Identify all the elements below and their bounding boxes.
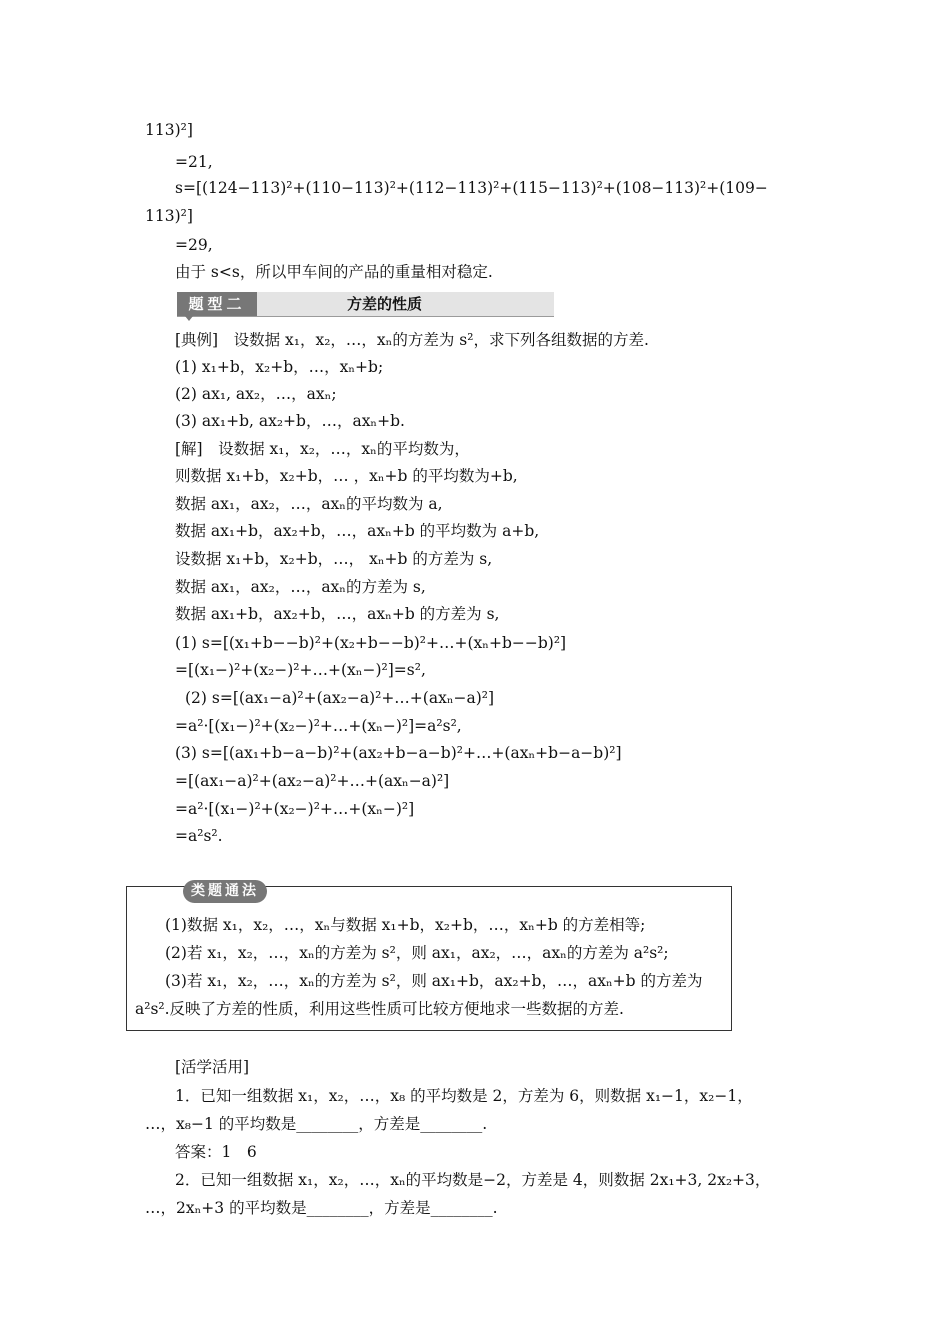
answer-line: 答案：1 6: [175, 1143, 257, 1161]
text-line: =21,: [175, 153, 213, 171]
text-line: =29,: [175, 236, 213, 254]
solution-line: =a²·[(x₁−)²+(x₂−)²+…+(xₙ−)²]: [175, 800, 415, 818]
solution-line: 则数据 x₁+b，x₂+b，… ，xₙ+b 的平均数为+b,: [175, 467, 518, 485]
practice-heading: [活学活用]: [175, 1058, 250, 1076]
example-line: [典例] 设数据 x₁，x₂，…，xₙ的方差为 s²，求下列各组数据的方差.: [175, 331, 649, 349]
methods-tag: 类题通法: [183, 880, 267, 903]
solution-line: =[(ax₁−a)²+(ax₂−a)²+…+(axₙ−a)²]: [175, 772, 450, 790]
solution-line: 设数据 x₁+b，x₂+b，…， xₙ+b 的方差为 s,: [175, 550, 493, 568]
text-line: 由于 s<s，所以甲车间的产品的重量相对稳定.: [175, 263, 493, 281]
solution-line: 数据 ax₁+b，ax₂+b，…，axₙ+b 的方差为 s,: [175, 605, 500, 623]
section-banner: [177, 292, 554, 317]
solution-line: 数据 ax₁，ax₂，…，axₙ的方差为 s,: [175, 578, 426, 596]
banner-notch-icon: [185, 316, 193, 321]
solution-line: (3) s=[(ax₁+b−a−b)²+(ax₂+b−a−b)²+…+(axₙ+b−a−b)²]: [175, 744, 622, 762]
text-line: 113)²]: [145, 207, 193, 225]
solution-line: (2) s=[(ax₁−a)²+(ax₂−a)²+…+(axₙ−a)²]: [185, 689, 495, 707]
example-line: (3) ax₁+b, ax₂+b，…，axₙ+b.: [175, 412, 405, 430]
solution-line: =a²s².: [175, 827, 223, 845]
section-tag: 题型二: [177, 292, 257, 316]
solution-line: =a²·[(x₁−)²+(x₂−)²+…+(xₙ−)²]=a²s²,: [175, 717, 462, 735]
section-title: 方差的性质: [347, 295, 423, 313]
methods-line: (2)若 x₁，x₂，…，xₙ的方差为 s²，则 ax₁，ax₂，…，axₙ的方差为 a²s²;: [165, 944, 669, 962]
text-line: s=[(124−113)²+(110−113)²+(112−113)²+(115−113)²+(108−113)²+(109−: [175, 179, 768, 197]
example-line: (1) x₁+b，x₂+b，…，xₙ+b;: [175, 358, 384, 376]
solution-line: [解] 设数据 x₁，x₂，…，xₙ的平均数为，: [175, 440, 470, 458]
solution-line: 数据 ax₁，ax₂，…，axₙ的平均数为 a,: [175, 495, 443, 513]
methods-line: a²s².反映了方差的性质，利用这些性质可比较方便地求一些数据的方差.: [135, 1000, 624, 1018]
question-line: 2．已知一组数据 x₁，x₂，…，xₙ的平均数是−2，方差是 4，则数据 2x₁+3, 2x₂+3，: [175, 1171, 771, 1189]
question-line: …，2xₙ+3 的平均数是________，方差是________.: [145, 1199, 498, 1217]
methods-line: (1)数据 x₁，x₂，…，xₙ与数据 x₁+b，x₂+b，…，xₙ+b 的方差相等;: [165, 916, 646, 934]
example-line: (2) ax₁, ax₂，…，axₙ;: [175, 385, 337, 403]
solution-line: =[(x₁−)²+(x₂−)²+…+(xₙ−)²]=s²,: [175, 661, 426, 679]
methods-line: (3)若 x₁，x₂，…，xₙ的方差为 s²，则 ax₁+b，ax₂+b，…，axₙ+b 的方差为: [165, 972, 703, 990]
question-line: 1．已知一组数据 x₁，x₂，…，x₈ 的平均数是 2，方差为 6，则数据 x₁−1，x₂−1，: [175, 1087, 753, 1105]
solution-line: (1) s=[(x₁+b−−b)²+(x₂+b−−b)²+…+(xₙ+b−−b)²]: [175, 634, 567, 652]
text-line: 113)²]: [145, 121, 193, 139]
solution-line: 数据 ax₁+b，ax₂+b，…，axₙ+b 的平均数为 a+b,: [175, 522, 540, 540]
question-line: …，x₈−1 的平均数是________，方差是________.: [145, 1115, 488, 1133]
